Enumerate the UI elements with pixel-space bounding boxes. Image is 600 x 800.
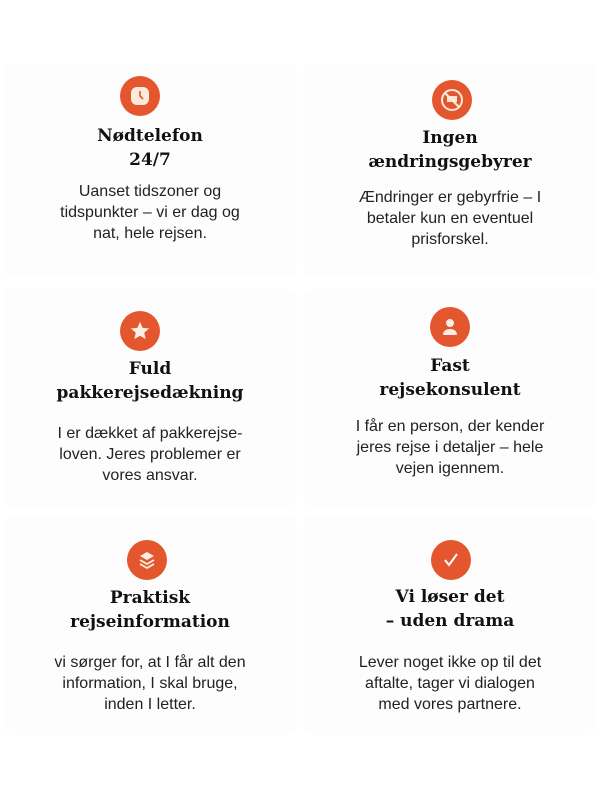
feature-card-emergency-phone	[5, 65, 295, 275]
feature-card-no-drama	[305, 518, 595, 733]
feature-description: vi sørger for, at I får alt den information, I skal bruge, inden I letter.	[54, 654, 246, 713]
feature-title: Ingen ændringsgebyrer	[368, 128, 532, 172]
feature-card-no-change-fees	[305, 65, 595, 275]
feature-description: Ændringer er gebyrfrie – I betaler kun en eventuel prisforskel.	[358, 189, 542, 248]
feature-title: Praktisk rejseinformation	[70, 588, 230, 632]
feature-description: I er dækket af pakkerejse- loven. Jeres problemer er vores ansvar.	[57, 425, 243, 484]
feature-card-practical-info	[5, 518, 295, 733]
feature-card-dedicated-consultant	[305, 290, 595, 505]
feature-description: I får en person, der kender jeres rejse i detaljer – hele vejen igennem.	[355, 418, 545, 477]
feature-title: Fast rejsekonsulent	[379, 356, 521, 400]
feature-description: Uanset tidszoner og tidspunkter – vi er dag og nat, hele rejsen.	[60, 183, 240, 242]
feature-card-package-coverage	[5, 290, 295, 505]
person-icon	[430, 307, 470, 347]
feature-title: Fuld pakkerejsedækning	[56, 359, 244, 403]
no-fees-icon	[432, 80, 472, 120]
feature-title: Nødtelefon 24/7	[97, 126, 203, 170]
clock-icon	[120, 76, 160, 116]
feature-title: Vi løser det – uden drama	[385, 587, 515, 631]
star-icon	[120, 311, 160, 351]
layers-icon	[127, 540, 167, 580]
checkmark-icon	[431, 540, 471, 580]
feature-description: Lever noget ikke op til det aftalte, tager vi dialogen med vores partnere.	[358, 654, 542, 713]
